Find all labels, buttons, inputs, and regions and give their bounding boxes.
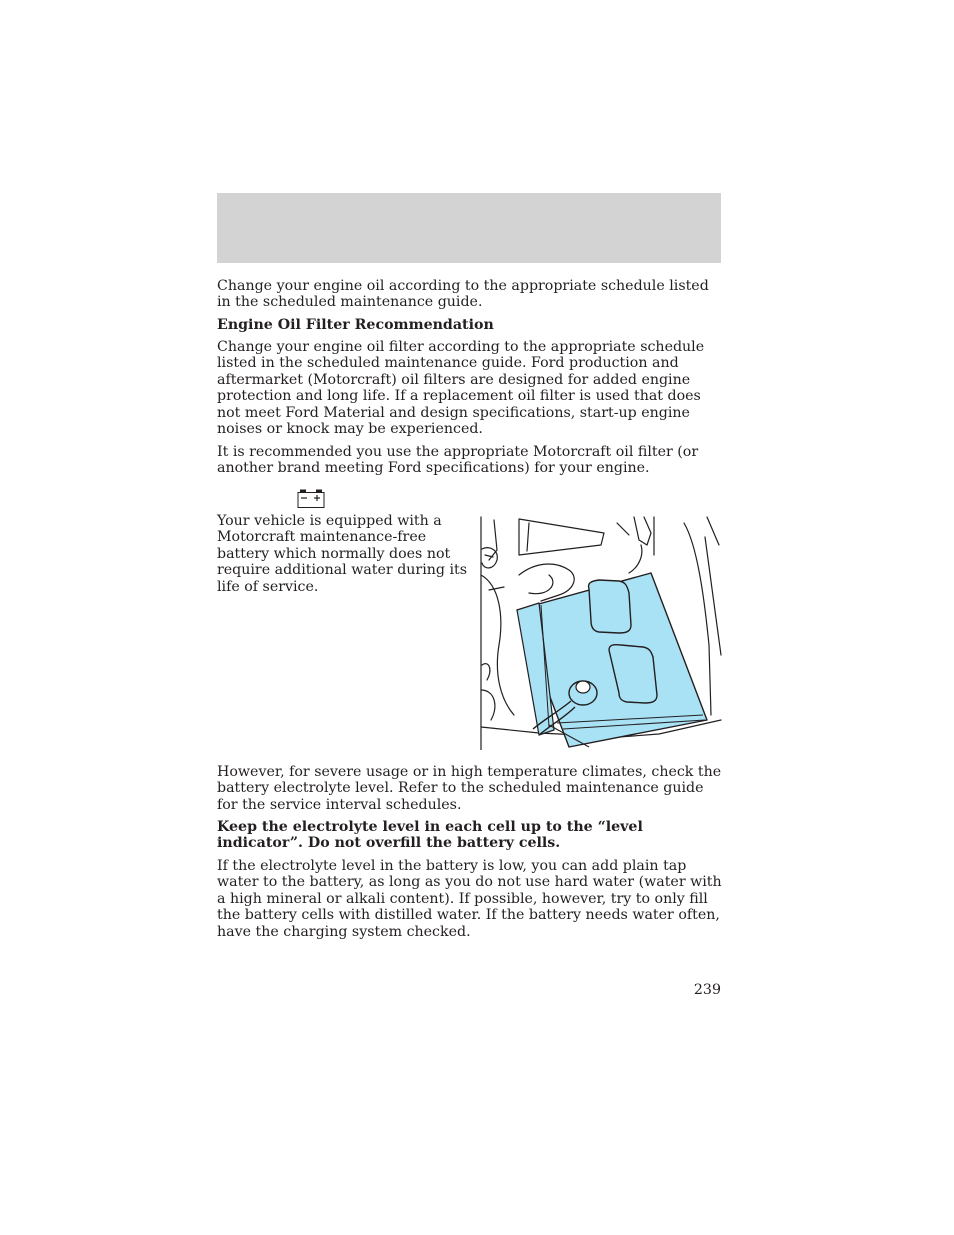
oil-filter-heading: Engine Oil Filter Recommendation (217, 317, 494, 333)
oil-change-paragraph: Change your engine oil according to the appropriate schedule listed in the scheduled maintenance guide. (217, 278, 709, 311)
maintenance-free-battery-paragraph: Your vehicle is equipped with a Motorcraft maintenance-free battery which normally does not require additional water during its life of service. (217, 513, 467, 595)
section-header-band (217, 193, 721, 263)
severe-usage-paragraph: However, for severe usage or in high temperature climates, check the battery electrolyte level. Refer to the scheduled maintenance guide for the service interval schedules. (217, 764, 722, 813)
battery-illustration (479, 515, 723, 750)
page-number: 239 (693, 982, 721, 998)
battery-icon (297, 489, 325, 509)
electrolyte-warning: Keep the electrolyte level in each cell up to the “level indicator”. Do not overfill the battery cells. (217, 819, 643, 852)
motorcraft-filter-paragraph: It is recommended you use the appropriate Motorcraft oil filter (or another brand meeting Ford specifications) for your engine. (217, 444, 699, 477)
low-electrolyte-paragraph: If the electrolyte level in the battery is low, you can add plain tap water to the battery, as long as you do not use hard water (water with a high mineral or alkali content). If possible, however, try to only fill the battery cells with distilled water. If the battery needs water often, have the charging system checked. (217, 858, 722, 940)
oil-filter-paragraph: Change your engine oil filter according to the appropriate schedule listed in the scheduled maintenance guide. Ford production and aftermarket (Motorcraft) oil filters are designed for added engine protection and long life. If a replacement oil filter is used that does not meet Ford Material and design specifications, start-up engine noises or knock may be experienced. (217, 339, 705, 438)
